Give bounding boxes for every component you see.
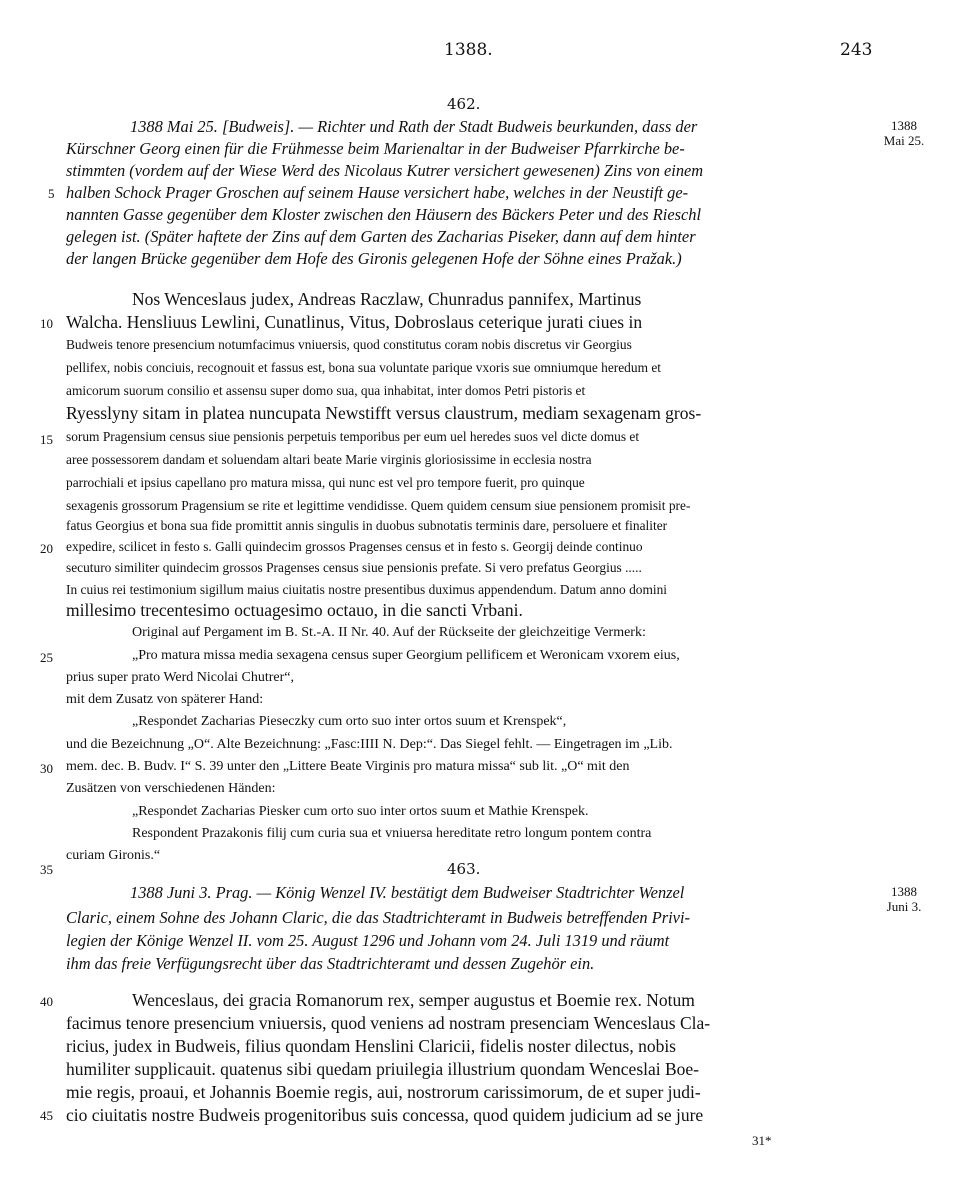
note-462-line-4: mit dem Zusatz von späterer Hand:	[66, 692, 264, 707]
note-462-line-6: und die Bezeichnung „O“. Alte Bezeichnung: „Fasc:IIII N. Dep:“. Das Siegel fehlt. — Eingetragen im „Lib.	[66, 737, 673, 752]
line-number: 10	[40, 316, 53, 331]
note-462-line-8: Zusätzen von verschiedenen Händen:	[66, 781, 276, 796]
line-number: 40	[40, 994, 53, 1009]
regest-463-line-4: ihm das freie Verfügungsrecht über das Stadtrichteramt und dessen Zugehör ein.	[66, 954, 595, 973]
note-462-line-9: „Respondet Zacharias Piesker cum orto suo inter ortos suum et Mathie Krenspek.	[132, 804, 589, 819]
margin-date-day: Mai 25.	[883, 133, 925, 148]
line-number: 25	[40, 650, 53, 665]
text-462-line-11: fatus Georgius et bona sua fide promittit annis singulis in duobus subnotatis terminis dare, persoluere et finaliter	[66, 518, 668, 533]
note-462-line-1: Original auf Pergament im B. St.-A. II Nr. 40. Auf der Rückseite der gleichzeitige Vermerk:	[132, 625, 646, 640]
regest-462-line-2: Kürschner Georg einen für die Frühmesse beim Marienaltar in der Budweiser Pfarrkirche be-	[66, 139, 685, 158]
document-number-463: 463.	[447, 860, 481, 878]
regest-462-line-7: der langen Brücke gegenüber dem Hofe des Gironis gelegenen Hofe der Söhne eines Pražak.)	[66, 249, 682, 268]
text-462-line-3: Budweis tenore presencium notumfacimus vniuersis, quod constitutus coram nobis discretus vir Georgius	[66, 337, 632, 352]
margin-date-day: Juni 3.	[886, 899, 922, 914]
running-header-year: 1388.	[444, 40, 493, 60]
text-463-line-2: facimus tenore presencium vniuersis, quod veniens ad nostram presenciam Wenceslaus Cla-	[66, 1013, 711, 1033]
regest-463-line-1: 1388 Juni 3. Prag. — König Wenzel IV. bestätigt dem Budweiser Stadtrichter Wenzel	[130, 883, 685, 902]
regest-462-line-6: gelegen ist. (Später haftete der Zins auf dem Garten des Zacharias Piseker, dann auf dem hinter	[66, 227, 696, 246]
text-462-line-4: pellifex, nobis conciuis, recognouit et fassus est, bona sua voluntate parique vxoris sue omniumque heredum et	[66, 360, 662, 375]
regest-462-line-4: halben Schock Prager Groschen auf seinem Hause versichert habe, welches in der Neustift ge-	[66, 183, 689, 202]
line-number: 35	[40, 862, 53, 877]
text-463-line-4: humiliter supplicauit. quatenus sibi quedam priuilegia illustrium quondam Wenceslai Boe-	[66, 1059, 700, 1079]
text-462-line-6: Ryesslyny sitam in platea nuncupata Newstifft versus claustrum, mediam sexagenam gros-	[66, 403, 702, 423]
text-462-line-8: aree possessorem dandam et soluendam altari beate Marie virginis gloriosissime in ecclesia nostra	[66, 452, 592, 467]
regest-462-line-1: 1388 Mai 25. [Budweis]. — Richter und Rath der Stadt Budweis beurkunden, dass der	[130, 117, 698, 136]
line-number: 5	[48, 186, 55, 201]
margin-date-year: 1388	[891, 884, 917, 899]
text-462-line-15: millesimo trecentesimo octuagesimo octauo, in die sancti Vrbani.	[66, 600, 523, 620]
regest-463-line-3: legien der Könige Wenzel II. vom 25. August 1296 und Johann vom 24. Juli 1319 und räumt	[66, 931, 670, 950]
text-463-line-3: ricius, judex in Budweis, filius quondam Henslini Claricii, fidelis noster dilectus, nobis	[66, 1036, 676, 1056]
text-462-line-7: sorum Pragensium census siue pensionis perpetuis temporibus per eum uel heredes suos vel dicte domus et	[66, 429, 640, 444]
text-462-line-9: parrochiali et ipsius capellano pro matura missa, qui nunc est vel pro tempore fuerit, pro quinque	[66, 475, 585, 490]
text-462-line-2: Walcha. Hensliuus Lewlini, Cunatlinus, Vitus, Dobroslaus ceterique jurati ciues in	[66, 312, 643, 332]
regest-462-line-5: nannten Gasse gegenüber dem Kloster zwischen den Häusern des Bäckers Peter und des Rieschl	[66, 205, 702, 224]
text-462-line-10: sexagenis grossorum Pragensium se rite et legittime vendidisse. Quem quidem censum siue pensionem promisit pre-	[66, 498, 691, 513]
text-462-line-1: Nos Wenceslaus judex, Andreas Raczlaw, Chunradus pannifex, Martinus	[132, 289, 642, 309]
document-number-462: 462.	[447, 95, 481, 113]
margin-date-463	[876, 884, 932, 914]
line-number: 45	[40, 1108, 53, 1123]
note-462-line-3: prius super prato Werd Nicolai Chutrer“,	[66, 670, 294, 685]
page-number: 243	[840, 40, 873, 60]
text-462-line-14: In cuius rei testimonium sigillum maius ciuitatis nostre presentibus duximus appendendum. Datum anno domini	[66, 582, 668, 597]
text-462-line-13: secuturo similiter quindecim grossos Pragenses census siue pensionis prefate. Si vero prefatus Georgius .....	[66, 560, 642, 575]
note-462-line-5: „Respondet Zacharias Pieseczky cum orto suo inter ortos suum et Krenspek“,	[132, 714, 567, 729]
text-463-line-1: Wenceslaus, dei gracia Romanorum rex, semper augustus et Boemie rex. Notum	[132, 990, 695, 1010]
margin-date-year: 1388	[891, 118, 917, 133]
text-463-line-5: mie regis, proaui, et Johannis Boemie regis, aui, nostrorum carissimorum, de et super judi-	[66, 1082, 701, 1102]
note-462-line-2: „Pro matura missa media sexagena census super Georgium pellificem et Weronicam vxorem eius,	[132, 648, 680, 663]
line-number: 15	[40, 432, 53, 447]
regest-463-line-2: Claric, einem Sohne des Johann Claric, die das Stadtrichteramt in Budweis betreffenden Privi-	[66, 908, 690, 927]
text-462-line-5: amicorum suorum consilio et assensu super domo sua, qua inhabitat, inter domos Petri pistoris et	[66, 383, 586, 398]
note-462-line-11: curiam Gironis.“	[66, 848, 161, 863]
regest-462-line-3: stimmten (vordem auf der Wiese Werd des Nicolaus Kutrer versichert gewesenen) Zins von einem	[66, 161, 704, 180]
line-number: 20	[40, 541, 53, 556]
margin-date-462	[876, 118, 932, 148]
note-462-line-7: mem. dec. B. Budv. I“ S. 39 unter den „Littere Beate Virginis pro matura missa“ sub lit. „O“ mit den	[66, 759, 630, 774]
line-number: 30	[40, 761, 53, 776]
note-462-line-10: Respondent Prazakonis filij cum curia sua et vniuersa hereditate retro longum pontem contra	[132, 826, 652, 841]
text-463-line-6: cio ciuitatis nostre Budweis progenitoribus suis concessa, quod quidem judicium ad se jure	[66, 1105, 704, 1125]
signature-mark: 31*	[752, 1133, 772, 1148]
text-462-line-12: expedire, scilicet in festo s. Galli quindecim grossos Pragenses census et in festo s. Georgij deinde continuo	[66, 539, 643, 554]
